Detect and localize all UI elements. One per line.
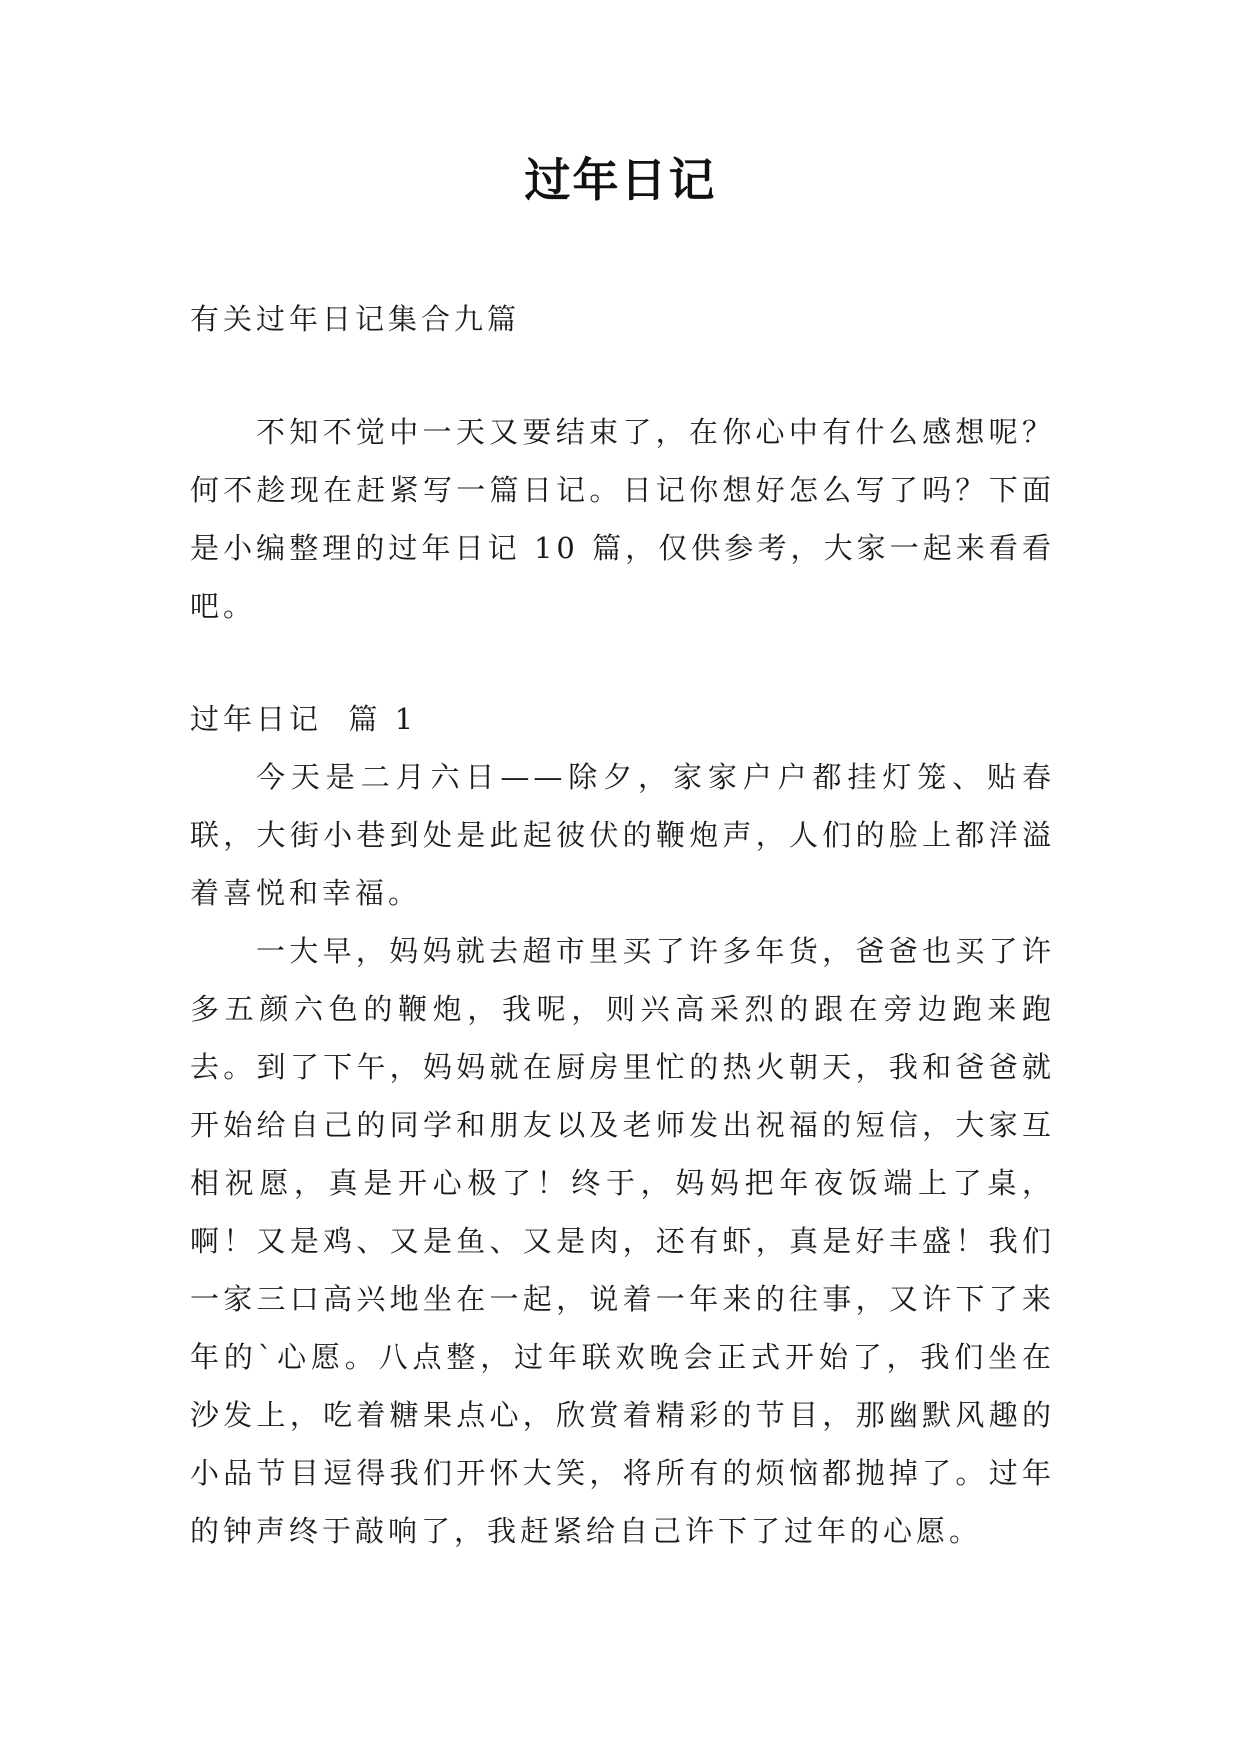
page-title: 过年日记 — [524, 153, 717, 207]
body-paragraph: 一大早，妈妈就去超市里买了许多年货，爸爸也买了许多五颜六色的鞭炮，我呢，则兴高采烈的跟在旁边跑来跑去。到了下午，妈妈就在厨房里忙的热火朝天，我和爸爸就开始给自己的同学和朋友以及老师发出祝福的短信，大家互相祝愿，真是开心极了！终于，妈妈把年夜饭端上了桌，啊！又是鸡、又是鱼、又是肉，还有虾，真是好丰盛！我们一家三口高兴地坐在一起，说着一年来的往事，又许下了来年的`心愿。八点整，过年联欢晚会正式开始了，我们坐在沙发上，吃着糖果点心，欣赏着精彩的节目，那幽默风趣的小品节目逗得我们开怀大笑，将所有的烦恼都抛掉了。过年的钟声终于敲响了，我赶紧给自己许下了过年的心愿。 — [190, 934, 1055, 1548]
section-heading: 过年日记 篇 1 — [190, 702, 418, 736]
intro-paragraph: 不知不觉中一天又要结束了，在你心中有什么感想呢？何不趁现在赶紧写一篇日记。日记你想好怎么写了吗？下面是小编整理的过年日记 10 篇，仅供参考，大家一起来看看吧。 — [190, 415, 1055, 623]
body-paragraph: 今天是二月六日——除夕，家家户户都挂灯笼、贴春联，大街小巷到处是此起彼伏的鞭炮声，人们的脸上都洋溢着喜悦和幸福。 — [190, 760, 1055, 910]
document-body — [190, 290, 1055, 1560]
document-subtitle: 有关过年日记集合九篇 — [190, 302, 521, 336]
